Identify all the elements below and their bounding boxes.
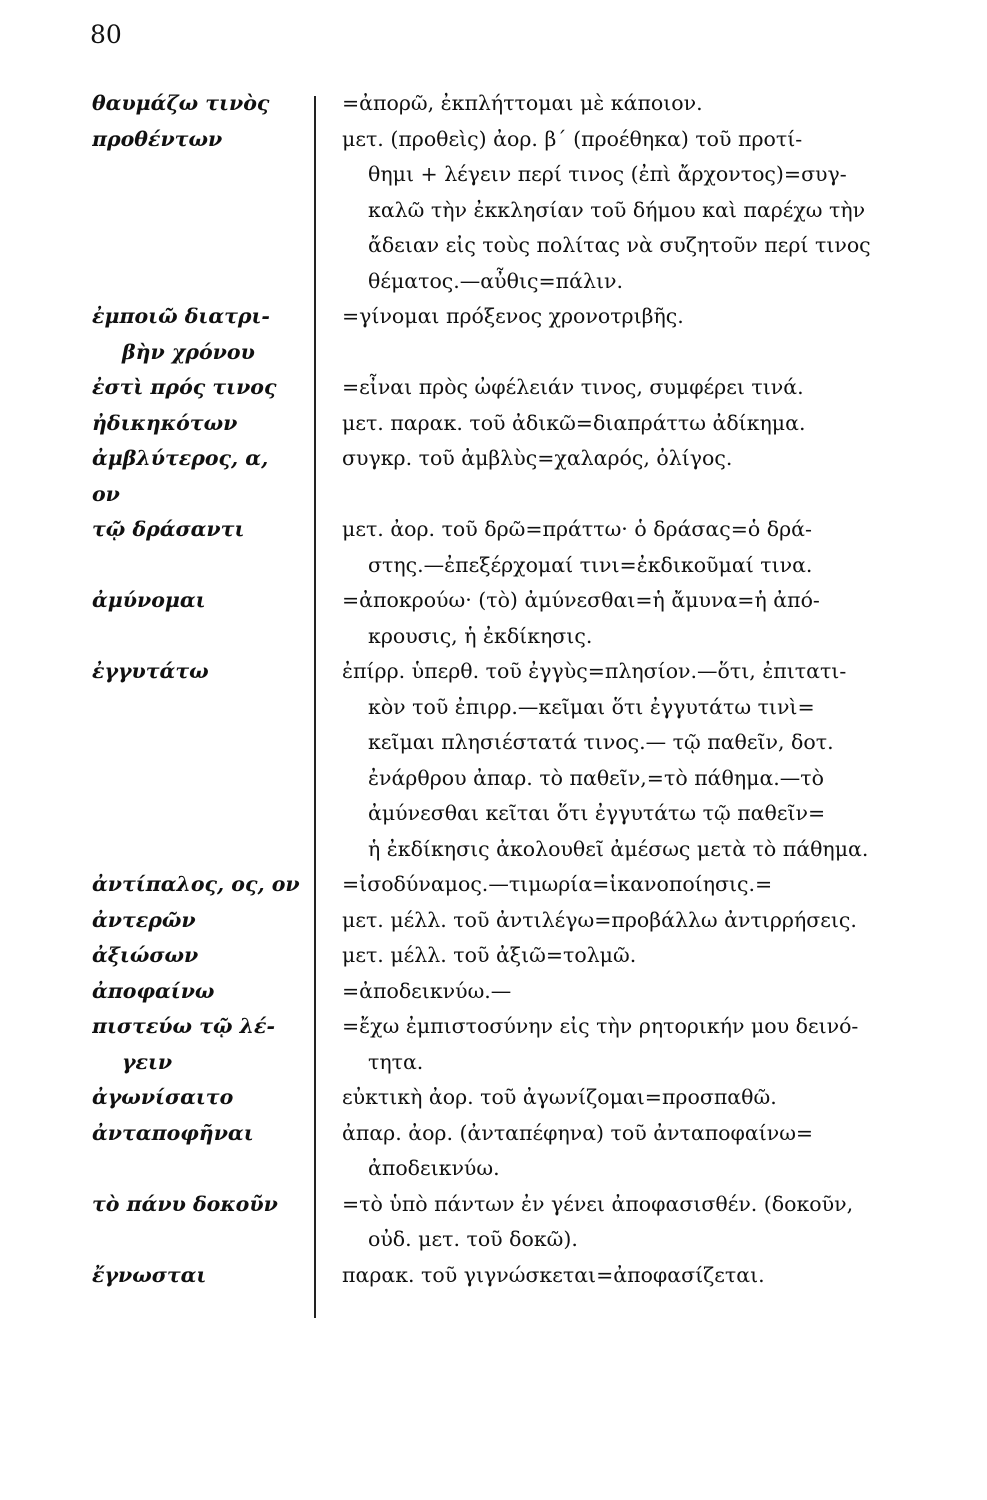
definition-line: ἡ ἐκδίκησις ἀκολουθεῖ ἀμέσως μετὰ τὸ πάθημα. — [368, 836, 869, 861]
definition-line: =ἀποκρούω· (τὸ) ἀμύνεσθαι=ἡ ἄμυνα=ἡ ἀπό- — [342, 588, 820, 612]
headword-line: ἐγγυτάτω — [92, 659, 209, 683]
definition-line: μετ. μέλλ. τοῦ ἀξιῶ=τολμῶ. — [342, 943, 637, 967]
definition-line: =ἀποδεικνύω.— — [342, 978, 512, 1003]
definition-line: =ἀπορῶ, ἐκπλήττομαι μὲ κάποιον. — [342, 91, 703, 115]
headword-line — [92, 193, 306, 229]
definition-line: οὐδ. μετ. τοῦ δοκῶ). — [368, 1227, 578, 1251]
definition-line: =ἔχω ἐμπιστοσύνην εἰς τὴν ρητορικήν μου δεινό- — [342, 1014, 859, 1038]
headword-line: γειν — [122, 1049, 173, 1074]
definition-column — [342, 86, 967, 1293]
headword-line — [92, 228, 306, 264]
definition-line: καλῶ τὴν ἐκκλησίαν τοῦ δήμου καὶ παρέχω τὴν — [368, 197, 866, 222]
headword-line — [92, 619, 306, 655]
definition-line: μετ. μέλλ. τοῦ ἀντιλέγω=προβάλλω ἀντιρρήσεις. — [342, 907, 857, 932]
headword-line — [92, 1151, 306, 1187]
headword-line: τὸ πάνυ δοκοῦν — [92, 1191, 278, 1216]
headword-line — [92, 157, 306, 193]
headword-line — [92, 1222, 306, 1258]
headword-line: ἀποφαίνω — [92, 978, 215, 1003]
definition-line: τητα. — [368, 1049, 424, 1074]
definition-line: =τὸ ὑπὸ πάντων ἐν γένει ἀποφασισθέν. (δοκοῦν, — [342, 1191, 854, 1216]
headword-line — [92, 264, 306, 300]
definition-line: μετ. (προθεὶς) ἀορ. β΄ (προέθηκα) τοῦ προτί- — [342, 126, 803, 151]
headword-line — [92, 796, 306, 832]
headword-line: ἀμύνομαι — [92, 588, 206, 612]
definition-line — [342, 335, 967, 371]
headword-line — [92, 690, 306, 726]
headword-line: ἀμβλύτερος, α, — [92, 446, 269, 470]
headword-line — [92, 725, 306, 761]
definition-line: θέματος.—αὖθις=πάλιν. — [368, 268, 623, 293]
definition-line: κὸν τοῦ ἐπιρρ.—κεῖμαι ὅτι ἐγγυτάτω τινὶ= — [368, 694, 815, 719]
headword-line: ἀντερῶν — [92, 907, 196, 932]
headword-line: πιστεύω τῷ λέ- — [92, 1014, 275, 1038]
headword-line: ον — [92, 481, 120, 506]
definition-line: συγκρ. τοῦ ἀμβλὺς=χαλαρός, ὀλίγος. — [342, 446, 733, 470]
definition-line: θημι + λέγειν περί τινος (ἐπὶ ἄρχοντος)=συγ- — [368, 162, 847, 186]
headword-line: τῷ δράσαντι — [92, 517, 245, 541]
headword-line: ἀντίπαλος, ος, ον — [92, 872, 300, 896]
definition-line: κρουσις, ἡ ἐκδίκησις. — [368, 623, 593, 648]
headword-line: βὴν χρόνου — [122, 339, 255, 364]
definition-line: ἀμύνεσθαι κεῖται ὅτι ἐγγυτάτω τῷ παθεῖν= — [368, 801, 826, 825]
headword-line — [92, 832, 306, 868]
definition-line: εὐκτικὴ ἀορ. τοῦ ἀγωνίζομαι=προσπαθῶ. — [342, 1085, 777, 1109]
headword-line: ἐστὶ πρός τινος — [92, 375, 277, 399]
definition-line: ἐνάρθρου ἀπαρ. τὸ παθεῖν,=τὸ πάθημα.—τὸ — [368, 765, 824, 790]
headword-line: ἐμποιῶ διατρι- — [92, 304, 270, 328]
column-divider — [314, 96, 316, 1318]
headword-line: ἔγνωσται — [92, 1262, 207, 1287]
headword-line: ἠδικηκότων — [92, 410, 238, 435]
headword-line: ἀξιώσων — [92, 943, 199, 967]
headword-line — [92, 548, 306, 584]
definition-line: ἀπαρ. ἀορ. (ἀνταπέφηνα) τοῦ ἀνταποφαίνω= — [342, 1120, 814, 1145]
headword-line: ἀνταποφῆναι — [92, 1120, 254, 1145]
definition-line: μετ. ἀορ. τοῦ δρῶ=πράττω· ὁ δράσας=ὁ δρά- — [342, 517, 812, 541]
definition-line: μετ. παρακ. τοῦ ἀδικῶ=διαπράττω ἀδίκημα. — [342, 410, 806, 435]
definition-line — [342, 477, 967, 513]
definition-line: ἀποδεικνύω. — [368, 1156, 500, 1180]
headword-line: ἀγωνίσαιτο — [92, 1085, 234, 1109]
page-number: 80 — [90, 20, 122, 49]
definition-line: =εἶναι πρὸς ὠφέλειάν τινος, συμφέρει τινά. — [342, 375, 804, 399]
definition-line: στης.—ἐπεξέρχομαί τινι=ἐκδικοῦμαί τινα. — [368, 552, 813, 577]
headword-column — [92, 86, 306, 1293]
headword-line: προθέντων — [92, 126, 223, 151]
definition-line: ἄδειαν εἰς τοὺς πολίτας νὰ συζητοῦν περί τινος — [368, 233, 871, 257]
definition-line: κεῖμαι πλησιέστατά τινος.— τῷ παθεῖν, δοτ. — [368, 730, 834, 754]
definition-line: ἐπίρρ. ὑπερθ. τοῦ ἐγγὺς=πλησίον.—ὅτι, ἐπιτατι- — [342, 659, 847, 683]
headword-line — [92, 761, 306, 797]
definition-line: =γίνομαι πρόξενος χρονοτριβῆς. — [342, 304, 684, 328]
definition-line: παρακ. τοῦ γιγνώσκεται=ἀποφασίζεται. — [342, 1262, 765, 1287]
definition-line: =ἰσοδύναμος.—τιμωρία=ἱκανοποίησις.= — [342, 872, 773, 896]
headword-line: θαυμάζω τινὸς — [92, 91, 270, 115]
